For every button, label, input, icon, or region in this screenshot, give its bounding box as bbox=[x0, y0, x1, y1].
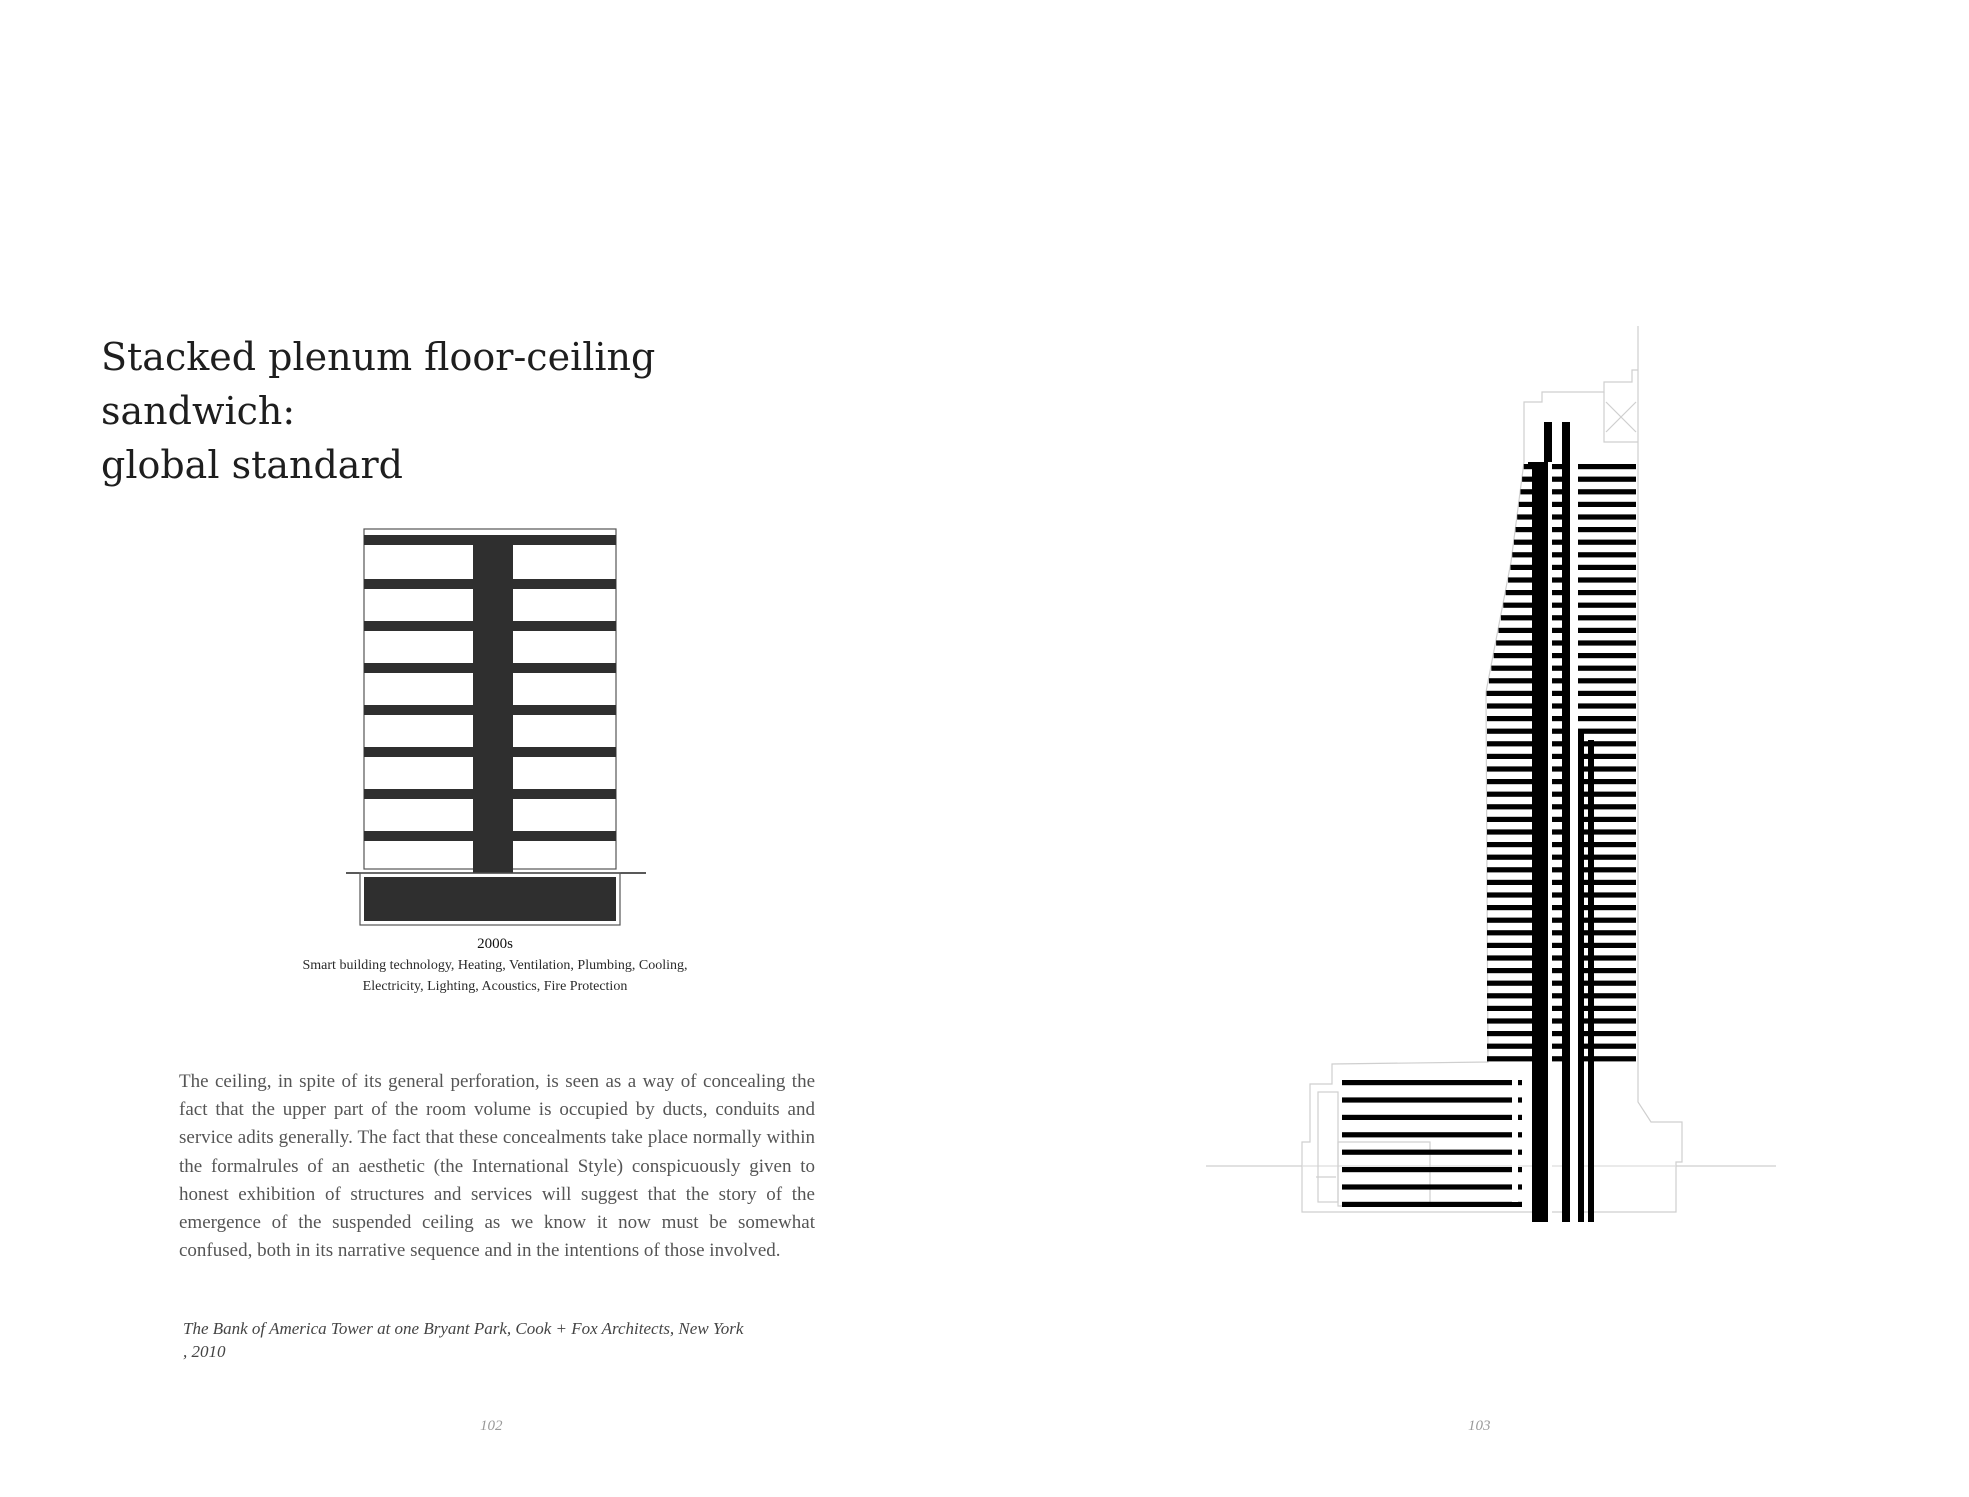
floor-slab-right-3 bbox=[513, 663, 616, 673]
podium-floor-5 bbox=[1342, 1150, 1522, 1155]
podium-floor-1 bbox=[1342, 1080, 1522, 1085]
title-line-2: global standard bbox=[101, 443, 403, 487]
left-page bbox=[0, 0, 984, 1497]
floor-slab-right-4 bbox=[513, 705, 616, 715]
tower-floor-42 bbox=[1487, 981, 1636, 986]
tower-floor-29 bbox=[1487, 817, 1636, 822]
tower-floor-32 bbox=[1487, 855, 1636, 860]
floor-slab-right-5 bbox=[513, 747, 616, 757]
diagram-caption-line-2: Electricity, Lighting, Acoustics, Fire Protection bbox=[362, 979, 628, 994]
right-page bbox=[984, 0, 1969, 1497]
floor-slab-left-1 bbox=[364, 579, 473, 589]
tower-floor-31 bbox=[1487, 842, 1636, 847]
floor-slab-left-2 bbox=[364, 621, 473, 631]
core-gap-2 bbox=[1570, 462, 1578, 1222]
podium-floor-8 bbox=[1342, 1202, 1522, 1207]
floor-slab-left-5 bbox=[364, 747, 473, 757]
page-number-right: 103 bbox=[1468, 1418, 1491, 1434]
tower-floor-23 bbox=[1487, 741, 1636, 746]
core-shaft-mast-right bbox=[1562, 422, 1570, 1222]
tower-floor-34 bbox=[1487, 880, 1636, 885]
floor-slab-left-3 bbox=[364, 663, 473, 673]
tower-floor-20 bbox=[1487, 703, 1636, 708]
diagram-era-label: 2000s bbox=[477, 936, 513, 952]
podium-gap bbox=[1512, 1062, 1518, 1202]
tower-floor-44 bbox=[1487, 1006, 1636, 1011]
podium-floor-6 bbox=[1342, 1167, 1522, 1172]
podium-floor-7 bbox=[1342, 1184, 1522, 1189]
floor-slab-left-4 bbox=[364, 705, 473, 715]
tower-floor-22 bbox=[1487, 729, 1636, 734]
tower-floor-25 bbox=[1487, 766, 1636, 771]
tower-floor-26 bbox=[1487, 779, 1636, 784]
tower-floor-19 bbox=[1487, 691, 1636, 696]
floor-ceiling-section-diagram bbox=[340, 527, 660, 927]
tower-floor-27 bbox=[1487, 792, 1636, 797]
tower-floor-47 bbox=[1487, 1044, 1636, 1049]
tower-floor-28 bbox=[1487, 804, 1636, 809]
tower-floor-41 bbox=[1487, 968, 1636, 973]
tower-floor-43 bbox=[1487, 993, 1636, 998]
core-shaft-tertiary bbox=[1588, 740, 1594, 1222]
tower-floor-35 bbox=[1487, 892, 1636, 897]
tower-floor-45 bbox=[1487, 1018, 1636, 1023]
title-line-1: Stacked plenum floor-ceiling sandwich: bbox=[101, 335, 656, 433]
core-gap-1 bbox=[1548, 462, 1552, 1222]
tower-floor-46 bbox=[1487, 1031, 1636, 1036]
core-shaft-secondary bbox=[1578, 732, 1584, 1222]
tower-section-drawing bbox=[1206, 322, 1786, 1222]
basement-block bbox=[364, 877, 616, 921]
floor-slab-right-6 bbox=[513, 789, 616, 799]
figure-caption-line-2: , 2010 bbox=[183, 1342, 226, 1361]
floor-slab-left-7 bbox=[364, 831, 473, 841]
page-number-left: 102 bbox=[480, 1418, 503, 1434]
roof-slab bbox=[364, 535, 616, 545]
page-title bbox=[101, 330, 821, 492]
diagram-caption bbox=[200, 934, 790, 997]
podium-floor-3 bbox=[1342, 1115, 1522, 1120]
figure-caption-line-1: The Bank of America Tower at one Bryant Park, Cook + Fox Architects, New York bbox=[183, 1319, 744, 1338]
core-shaft-cap bbox=[1528, 462, 1532, 468]
floor-slab-left-6 bbox=[364, 789, 473, 799]
tower-floor-40 bbox=[1487, 955, 1636, 960]
tower-floor-37 bbox=[1487, 918, 1636, 923]
tower-floor-21 bbox=[1487, 716, 1636, 721]
tower-floor-38 bbox=[1487, 930, 1636, 935]
floor-slab-right-7 bbox=[513, 831, 616, 841]
service-core bbox=[473, 545, 513, 873]
tower-floor-24 bbox=[1487, 754, 1636, 759]
tower-floor-39 bbox=[1487, 943, 1636, 948]
body-paragraph: The ceiling, in spite of its general perforation, is seen as a way of concealing the fact that the upper part of the room volume is occupied by ducts, conduits and service adits generally. The fact that these concealments take place normally within the formalrules of an aesthetic (the International Style) conspicuously given to honest exhibition of structures and services will suggest that the story of the emergence of the suspended ceiling as we know it now must be somewhat confused, both in its narrative sequence and in the intentions of those involved. bbox=[179, 1071, 815, 1262]
diagram-caption-line-1: Smart building technology, Heating, Ventilation, Plumbing, Cooling, bbox=[302, 958, 688, 973]
tower-floor-48 bbox=[1487, 1056, 1636, 1061]
podium-floor-2 bbox=[1342, 1097, 1522, 1102]
tower-floor-36 bbox=[1487, 905, 1636, 910]
floor-slab-right-1 bbox=[513, 579, 616, 589]
tower-floor-30 bbox=[1487, 829, 1636, 834]
podium-floor-4 bbox=[1342, 1132, 1522, 1137]
floor-slab-right-2 bbox=[513, 621, 616, 631]
tower-floor-33 bbox=[1487, 867, 1636, 872]
figure-caption bbox=[183, 1317, 823, 1363]
